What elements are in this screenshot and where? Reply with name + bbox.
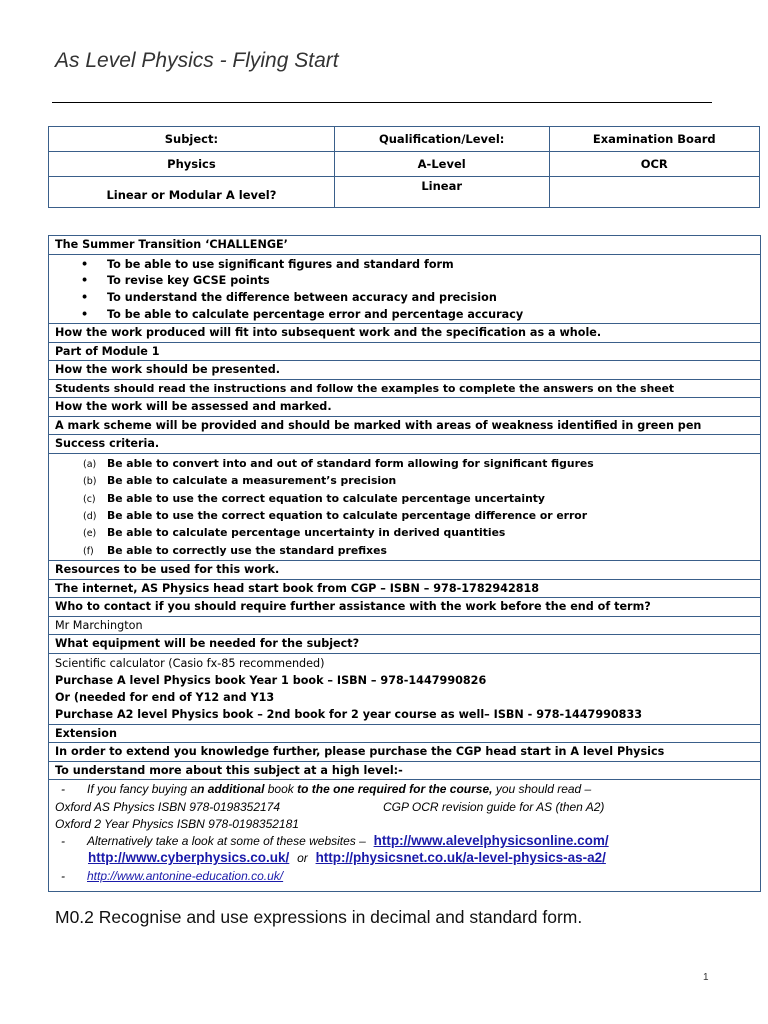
reading-text: book [264, 782, 298, 797]
criteria-marker: (a) [83, 458, 97, 470]
list-item: • To understand the difference between accuracy and precision [107, 290, 754, 307]
present-question: How the work should be presented. [49, 361, 761, 380]
criteria-text: Be able to convert into and out of standard form allowing for significant figures [107, 456, 594, 470]
list-item: • To be able to calculate percentage error and percentage accuracy [107, 307, 754, 324]
assess-answer: A mark scheme will be provided and should be marked with areas of weakness identified in green pen [49, 416, 761, 435]
criteria-text: Be able to correctly use the standard prefixes [107, 543, 387, 557]
cell-linear-answer: Linear [334, 177, 549, 208]
objectives-list [55, 257, 754, 324]
reading-text-bold: to the one required for the course, [297, 782, 493, 797]
criteria-marker: (d) [83, 511, 97, 523]
resources-answer: The internet, AS Physics head start book from CGP – ISBN – 978-1782942818 [49, 579, 761, 598]
dash: - [61, 782, 65, 797]
section-heading: M0.2 Recognise and use expressions in decimal and standard form. [55, 907, 583, 927]
reading-last-row [55, 868, 754, 886]
header-exam-board: Examination Board [549, 127, 759, 152]
present-answer: Students should read the instructions and follow the examples to complete the answers on the sheet [49, 379, 761, 398]
criteria-marker: (f) [83, 545, 94, 557]
header-subject: Subject: [49, 127, 335, 152]
resources-question: Resources to be used for this work. [49, 561, 761, 580]
criteria-text: Be able to calculate a measurement’s precision [107, 474, 397, 488]
dash: - [61, 833, 65, 848]
criteria-text: Be able to use the correct equation to calculate percentage difference or error [107, 509, 588, 523]
understand-title: To understand more about this subject at a high level:- [49, 761, 761, 780]
link-cyberphysics[interactable]: http://www.cyberphysics.co.uk/ [88, 850, 290, 866]
reading-links-row [55, 850, 754, 868]
objectives-cell [49, 254, 761, 324]
fit-answer: Part of Module 1 [49, 342, 761, 361]
reading-intro [55, 781, 754, 799]
title-underline [52, 102, 712, 103]
link-antonine[interactable]: http://www.antonine-education.co.uk/ [87, 868, 284, 883]
list-item: • To be able to use significant figures and standard form [107, 257, 754, 274]
list-item [83, 491, 754, 508]
criteria-marker: (b) [83, 476, 97, 488]
document-title: As Level Physics - Flying Start [55, 49, 339, 72]
reading-text-bold: n additional [197, 782, 265, 797]
reading-book1-right: CGP OCR revision guide for AS (then A2) [383, 799, 605, 814]
cell-linear-question: Linear or Modular A level? [49, 177, 335, 208]
contact-answer: Mr Marchington [49, 616, 761, 635]
reading-alt-text: Alternatively take a look at some of these websites – [87, 833, 366, 848]
criteria-marker: (c) [83, 493, 96, 505]
reading-text: you should read – [492, 782, 592, 797]
criteria-text: Be able to calculate percentage uncertainty in derived quantities [107, 526, 506, 540]
list-item [83, 543, 754, 560]
cell-exam-board: OCR [549, 152, 759, 177]
header-qualification: Qualification/Level: [334, 127, 549, 152]
criteria-marker: (e) [83, 528, 97, 540]
reading-book-row [55, 799, 754, 817]
page-number: 1 [703, 972, 709, 983]
success-title: Success criteria. [49, 435, 761, 454]
criteria-list [55, 456, 754, 560]
assess-question: How the work will be assessed and marked. [49, 398, 761, 417]
challenge-table [48, 235, 761, 892]
equipment-book2: Purchase A2 level Physics book – 2nd book for 2 year course as well– ISBN - 978-1447990833 [55, 707, 643, 721]
reading-book2: Oxford 2 Year Physics ISBN 978-0198352181 [55, 817, 299, 832]
table-row [49, 177, 760, 208]
fit-question: How the work produced will fit into subsequent work and the specification as a whole. [49, 324, 761, 343]
list-item [83, 525, 754, 542]
extension-title: Extension [49, 724, 761, 743]
link-alevelphysicsonline[interactable]: http://www.alevelphysicsonline.com/ [373, 832, 609, 848]
equipment-book1: Purchase A level Physics book Year 1 book – ISBN – 978-1447990826 [55, 673, 487, 687]
challenge-title: The Summer Transition ‘CHALLENGE’ [49, 236, 761, 255]
criteria-cell [49, 453, 761, 560]
extension-text: In order to extend you knowledge further, please purchase the CGP head start in A level Physics [49, 743, 761, 762]
reading-text: If you fancy buying a [87, 782, 198, 797]
reading-book1: Oxford AS Physics ISBN 978-0198352174 [55, 799, 281, 814]
equipment-or: Or (needed for end of Y12 and Y13 [55, 690, 275, 704]
equipment-question: What equipment will be needed for the subject? [49, 635, 761, 654]
cell-qualification: A-Level [334, 152, 549, 177]
reading-cell [49, 780, 761, 892]
list-item [83, 508, 754, 525]
criteria-text: Be able to use the correct equation to calculate percentage uncertainty [107, 491, 545, 505]
link-physicsnet[interactable]: http://physicsnet.co.uk/a-level-physics-as-a2/ [315, 850, 606, 866]
list-item [83, 473, 754, 490]
table-row [49, 127, 760, 152]
table-row [49, 152, 760, 177]
cell-empty [549, 177, 759, 208]
dash: - [61, 868, 65, 883]
contact-question: Who to contact if you should require further assistance with the work before the end of term? [49, 598, 761, 617]
list-item [83, 456, 754, 473]
list-item: • To revise key GCSE points [107, 273, 754, 290]
reading-alt-row [55, 833, 754, 851]
info-table [48, 126, 760, 208]
cell-subject: Physics [49, 152, 335, 177]
or-text: or [297, 851, 308, 866]
equipment-calculator: Scientific calculator (Casio fx-85 recommended) [55, 656, 325, 670]
equipment-cell [49, 653, 761, 724]
